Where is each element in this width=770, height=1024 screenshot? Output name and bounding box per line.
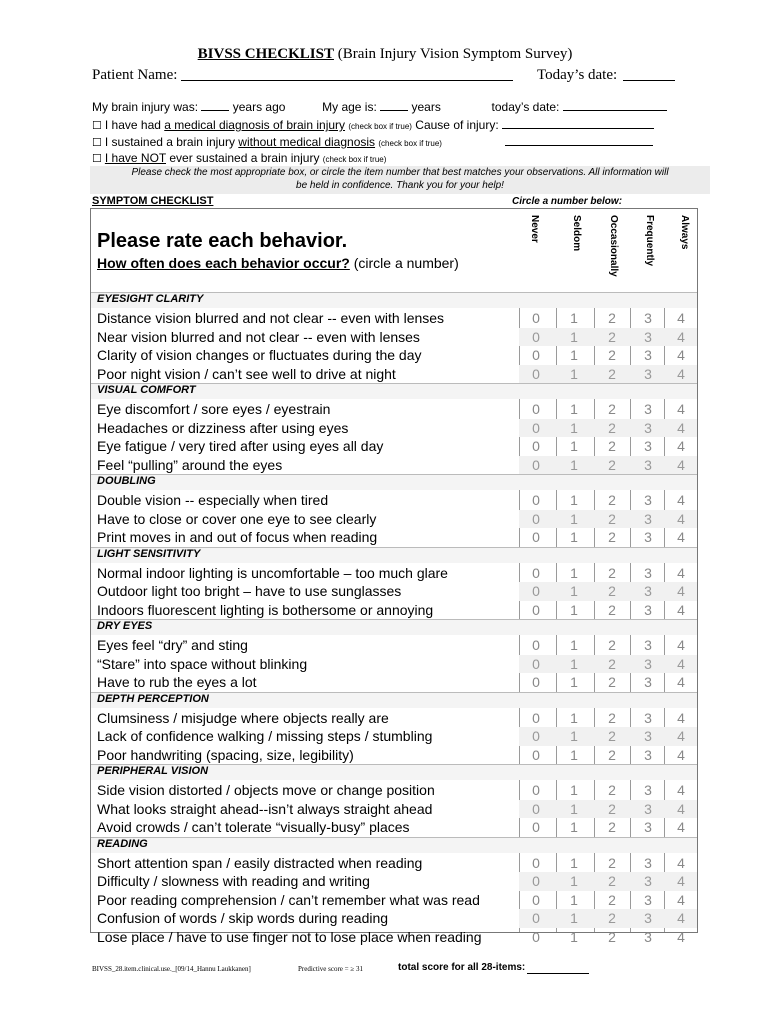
table-row bbox=[91, 582, 697, 601]
rate-title: Please rate each behavior. bbox=[97, 230, 348, 252]
score-option-3[interactable]: 3 bbox=[644, 583, 652, 599]
score-option-0[interactable]: 0 bbox=[532, 328, 540, 345]
score-option-2[interactable]: 2 bbox=[608, 583, 616, 599]
category-header bbox=[91, 692, 697, 708]
symptom-label: Lose place / have to use finger not to lose place when reading bbox=[97, 928, 482, 945]
table-row bbox=[91, 746, 697, 765]
category-header bbox=[91, 383, 697, 399]
score-option-3[interactable]: 3 bbox=[644, 564, 652, 581]
symptom-label: Normal indoor lighting is uncomfortable – too much glare bbox=[97, 564, 448, 581]
table-row bbox=[91, 491, 697, 510]
symptom-label: Avoid crowds / can’t tolerate “visually-busy” places bbox=[97, 819, 410, 835]
circle-number-label: Circle a number below: bbox=[512, 196, 623, 207]
score-option-2[interactable]: 2 bbox=[608, 401, 616, 417]
score-option-1[interactable]: 1 bbox=[570, 583, 578, 599]
score-option-3[interactable]: 3 bbox=[644, 819, 652, 835]
table-row bbox=[91, 673, 697, 692]
score-option-2[interactable]: 2 bbox=[608, 746, 616, 763]
table-row bbox=[91, 601, 697, 620]
no-diagnosis-hint: (check box if true) bbox=[378, 139, 442, 148]
score-option-3[interactable]: 3 bbox=[644, 328, 652, 345]
score-option-1[interactable]: 1 bbox=[570, 746, 578, 763]
score-option-0[interactable]: 0 bbox=[532, 746, 540, 763]
score-option-3[interactable]: 3 bbox=[644, 674, 652, 690]
score-option-2[interactable]: 2 bbox=[608, 637, 616, 653]
symptom-label: Eye discomfort / sore eyes / eyestrain bbox=[97, 401, 331, 417]
score-option-4[interactable]: 4 bbox=[677, 419, 685, 436]
score-option-1[interactable]: 1 bbox=[570, 401, 578, 417]
symptom-label: Short attention span / easily distracted when reading bbox=[97, 854, 423, 871]
score-option-3[interactable]: 3 bbox=[644, 510, 652, 527]
score-option-3[interactable]: 3 bbox=[644, 310, 652, 326]
score-option-4[interactable]: 4 bbox=[677, 564, 685, 581]
score-option-0[interactable]: 0 bbox=[532, 401, 540, 417]
symptom-label: Outdoor light too bright – have to use sunglasses bbox=[97, 583, 402, 599]
years-label: years bbox=[411, 100, 441, 114]
symptom-label: Clumsiness / misjudge where objects really are bbox=[97, 709, 389, 726]
checkbox-never-injured[interactable]: ☐ bbox=[92, 153, 102, 165]
score-option-4[interactable]: 4 bbox=[677, 601, 685, 618]
category-label: PERIPHERAL VISION bbox=[97, 765, 209, 777]
checkbox-no-diagnosis[interactable]: ☐ bbox=[92, 137, 102, 149]
score-option-0[interactable]: 0 bbox=[532, 583, 540, 599]
symptom-label: Eyes feel “dry” and sting bbox=[97, 637, 248, 653]
category-label: VISUAL COMFORT bbox=[97, 384, 196, 396]
score-option-2[interactable]: 2 bbox=[608, 510, 616, 527]
diagnosis-line bbox=[92, 117, 654, 132]
score-option-0[interactable]: 0 bbox=[532, 728, 540, 744]
score-option-2[interactable]: 2 bbox=[608, 674, 616, 690]
table-row bbox=[91, 419, 697, 438]
score-option-1[interactable]: 1 bbox=[570, 655, 578, 672]
table-row bbox=[91, 510, 697, 529]
symptom-label: Feel “pulling” around the eyes bbox=[97, 456, 283, 473]
score-option-3[interactable]: 3 bbox=[644, 456, 652, 473]
score-option-2[interactable]: 2 bbox=[608, 365, 616, 382]
instructions-box bbox=[90, 166, 710, 194]
score-option-0[interactable]: 0 bbox=[532, 365, 540, 382]
score-option-1[interactable]: 1 bbox=[570, 674, 578, 690]
column-header-frequently bbox=[642, 215, 658, 295]
score-option-0[interactable]: 0 bbox=[532, 674, 540, 690]
symptom-label: Side vision distorted / objects move or change position bbox=[97, 782, 435, 798]
symptom-checklist-label: SYMPTOM CHECKLIST bbox=[92, 195, 214, 207]
todays-date-label: Today’s date: bbox=[537, 67, 618, 83]
score-option-0[interactable]: 0 bbox=[532, 456, 540, 473]
score-option-4[interactable]: 4 bbox=[677, 583, 685, 599]
score-option-3[interactable]: 3 bbox=[644, 728, 652, 744]
symptom-label: Confusion of words / skip words during reading bbox=[97, 910, 389, 926]
score-option-2[interactable]: 2 bbox=[608, 873, 616, 889]
score-option-0[interactable]: 0 bbox=[532, 800, 540, 817]
score-option-1[interactable]: 1 bbox=[570, 854, 578, 871]
table-row bbox=[91, 781, 697, 800]
score-option-0[interactable]: 0 bbox=[532, 310, 540, 326]
table-row bbox=[91, 365, 697, 384]
column-header-label: Never bbox=[529, 215, 540, 243]
total-score-field[interactable] bbox=[527, 973, 589, 974]
score-option-2[interactable]: 2 bbox=[608, 601, 616, 618]
table-row bbox=[91, 872, 697, 891]
never-injured-line bbox=[92, 151, 386, 165]
score-option-1[interactable]: 1 bbox=[570, 419, 578, 436]
score-option-1[interactable]: 1 bbox=[570, 819, 578, 835]
score-option-0[interactable]: 0 bbox=[532, 529, 540, 545]
score-option-1[interactable]: 1 bbox=[570, 601, 578, 618]
never-injured-hint: (check box if true) bbox=[322, 155, 387, 164]
score-option-4[interactable]: 4 bbox=[677, 310, 685, 326]
symptom-label: Headaches or dizziness after using eyes bbox=[97, 419, 349, 436]
how-often-rest: (circle a number) bbox=[353, 255, 459, 271]
score-option-0[interactable]: 0 bbox=[532, 438, 540, 454]
table-row bbox=[91, 655, 697, 674]
score-option-4[interactable]: 4 bbox=[677, 782, 685, 798]
score-option-1[interactable]: 1 bbox=[570, 529, 578, 545]
no-diagnosis-line bbox=[92, 134, 653, 149]
table-row bbox=[91, 456, 697, 475]
category-header bbox=[91, 292, 697, 308]
symptom-label: Clarity of vision changes or fluctuates during the day bbox=[97, 347, 422, 363]
symptom-label: Distance vision blurred and not clear -- even with lenses bbox=[97, 310, 445, 326]
table-row bbox=[91, 636, 697, 655]
score-option-2[interactable]: 2 bbox=[608, 854, 616, 871]
table-row bbox=[91, 346, 697, 365]
score-option-0[interactable]: 0 bbox=[532, 782, 540, 798]
score-option-4[interactable]: 4 bbox=[677, 328, 685, 345]
score-option-4[interactable]: 4 bbox=[677, 728, 685, 744]
score-option-0[interactable]: 0 bbox=[532, 709, 540, 726]
instructions-line-2: be held in confidence. Thank you for your help! bbox=[296, 180, 504, 191]
score-option-3[interactable]: 3 bbox=[644, 873, 652, 889]
score-option-4[interactable]: 4 bbox=[677, 928, 685, 945]
todays-date-field[interactable] bbox=[623, 80, 675, 81]
score-option-4[interactable]: 4 bbox=[677, 746, 685, 763]
table-row bbox=[91, 437, 697, 456]
column-header-never bbox=[527, 215, 543, 295]
score-option-1[interactable]: 1 bbox=[570, 310, 578, 326]
score-option-4[interactable]: 4 bbox=[677, 819, 685, 835]
category-header bbox=[91, 619, 697, 635]
symptom-label: Have to rub the eyes a lot bbox=[97, 674, 257, 690]
score-option-3[interactable]: 3 bbox=[644, 928, 652, 945]
score-option-2[interactable]: 2 bbox=[608, 728, 616, 744]
title-rest: (Brain Injury Vision Symptom Survey) bbox=[333, 46, 573, 62]
score-option-0[interactable]: 0 bbox=[532, 347, 540, 363]
score-option-3[interactable]: 3 bbox=[644, 438, 652, 454]
score-option-4[interactable]: 4 bbox=[677, 529, 685, 545]
score-option-4[interactable]: 4 bbox=[677, 637, 685, 653]
category-label: DEPTH PERCEPTION bbox=[97, 692, 209, 705]
score-option-4[interactable]: 4 bbox=[677, 510, 685, 527]
footer-predictive-score: Predictive score = ≥ 31 bbox=[298, 965, 363, 973]
years-ago-label: years ago bbox=[232, 100, 286, 114]
score-option-0[interactable]: 0 bbox=[532, 510, 540, 527]
diagnosis-pre: I have had bbox=[104, 118, 161, 132]
score-option-4[interactable]: 4 bbox=[677, 709, 685, 726]
score-option-1[interactable]: 1 bbox=[570, 728, 578, 744]
score-option-4[interactable]: 4 bbox=[677, 800, 685, 817]
score-option-3[interactable]: 3 bbox=[644, 529, 652, 545]
category-header bbox=[91, 474, 697, 490]
footer-total-label: total score for all 28-items: bbox=[398, 962, 526, 973]
score-option-2[interactable]: 2 bbox=[608, 419, 616, 436]
score-option-1[interactable]: 1 bbox=[570, 800, 578, 817]
score-option-0[interactable]: 0 bbox=[532, 854, 540, 871]
score-option-1[interactable]: 1 bbox=[570, 564, 578, 581]
injury-age-line bbox=[92, 99, 667, 114]
never-injured-rest: ever sustained a brain injury bbox=[169, 151, 320, 165]
title-strong: BIVSS CHECKLIST bbox=[197, 46, 334, 62]
score-option-3[interactable]: 3 bbox=[644, 854, 652, 871]
symptom-label: Indoors fluorescent lighting is bothersome or annoying bbox=[97, 601, 434, 618]
category-label: LIGHT SENSITIVITY bbox=[97, 547, 201, 560]
score-option-1[interactable]: 1 bbox=[570, 782, 578, 798]
symptom-label: Poor handwriting (spacing, size, legibility) bbox=[97, 746, 354, 763]
score-option-2[interactable]: 2 bbox=[608, 310, 616, 326]
category-header bbox=[91, 764, 697, 780]
score-option-1[interactable]: 1 bbox=[570, 873, 578, 889]
score-option-3[interactable]: 3 bbox=[644, 891, 652, 908]
symptom-label: Print moves in and out of focus when reading bbox=[97, 529, 378, 545]
column-header-occasionally bbox=[606, 215, 622, 295]
score-option-2[interactable]: 2 bbox=[608, 347, 616, 363]
category-header bbox=[91, 547, 697, 563]
score-option-0[interactable]: 0 bbox=[532, 928, 540, 945]
no-diagnosis-underlined: without medical diagnosis bbox=[238, 135, 376, 149]
score-option-2[interactable]: 2 bbox=[608, 891, 616, 908]
symptom-label: Lack of confidence walking / missing steps / stumbling bbox=[97, 728, 433, 744]
score-option-3[interactable]: 3 bbox=[644, 637, 652, 653]
symptom-label: Poor night vision / can’t see well to drive at night bbox=[97, 365, 396, 382]
table-row bbox=[91, 328, 697, 347]
score-option-2[interactable]: 2 bbox=[608, 800, 616, 817]
never-injured-underlined: I have NOT bbox=[104, 151, 167, 165]
score-option-2[interactable]: 2 bbox=[608, 709, 616, 726]
symptom-label: Poor reading comprehension / can’t remember what was read bbox=[97, 891, 480, 908]
today-date-field[interactable] bbox=[563, 99, 667, 111]
score-option-1[interactable]: 1 bbox=[570, 928, 578, 945]
score-option-2[interactable]: 2 bbox=[608, 819, 616, 835]
table-row bbox=[91, 909, 697, 928]
symptom-label: Difficulty / slowness with reading and writing bbox=[97, 873, 370, 889]
symptom-label: Double vision -- especially when tired bbox=[97, 492, 329, 508]
score-option-4[interactable]: 4 bbox=[677, 674, 685, 690]
score-option-0[interactable]: 0 bbox=[532, 492, 540, 508]
column-header-label: Frequently bbox=[644, 215, 655, 267]
column-header-label: Seldom bbox=[571, 215, 582, 252]
symptom-label: Eye fatigue / very tired after using eyes all day bbox=[97, 438, 384, 454]
score-option-4[interactable]: 4 bbox=[677, 655, 685, 672]
table-row bbox=[91, 564, 697, 583]
score-option-0[interactable]: 0 bbox=[532, 819, 540, 835]
score-option-1[interactable]: 1 bbox=[570, 438, 578, 454]
footer-form-id: BIVSS_28.item.clinical.use._[09/14_Hannu Laukkanen] bbox=[92, 965, 251, 973]
score-option-1[interactable]: 1 bbox=[570, 365, 578, 382]
score-option-2[interactable]: 2 bbox=[608, 928, 616, 945]
score-option-0[interactable]: 0 bbox=[532, 419, 540, 436]
column-header-label: Always bbox=[679, 215, 690, 250]
score-option-3[interactable]: 3 bbox=[644, 746, 652, 763]
table-row bbox=[91, 818, 697, 837]
no-diagnosis-pre: I sustained a brain injury bbox=[104, 135, 235, 149]
table-row bbox=[91, 400, 697, 419]
table-row bbox=[91, 528, 697, 547]
score-option-3[interactable]: 3 bbox=[644, 655, 652, 672]
age-field[interactable] bbox=[380, 99, 408, 111]
score-option-3[interactable]: 3 bbox=[644, 401, 652, 417]
score-option-0[interactable]: 0 bbox=[532, 637, 540, 653]
score-option-2[interactable]: 2 bbox=[608, 529, 616, 545]
injury-was-label: My brain injury was: bbox=[92, 100, 199, 114]
score-option-1[interactable]: 1 bbox=[570, 510, 578, 527]
score-option-2[interactable]: 2 bbox=[608, 438, 616, 454]
score-option-1[interactable]: 1 bbox=[570, 709, 578, 726]
column-header-label: Occasionally bbox=[608, 215, 619, 277]
score-option-4[interactable]: 4 bbox=[677, 401, 685, 417]
score-option-4[interactable]: 4 bbox=[677, 910, 685, 926]
score-option-3[interactable]: 3 bbox=[644, 492, 652, 508]
score-option-3[interactable]: 3 bbox=[644, 419, 652, 436]
score-option-4[interactable]: 4 bbox=[677, 438, 685, 454]
score-option-4[interactable]: 4 bbox=[677, 456, 685, 473]
category-label: DOUBLING bbox=[97, 475, 156, 487]
score-option-2[interactable]: 2 bbox=[608, 655, 616, 672]
category-label: DRY EYES bbox=[97, 620, 153, 632]
score-option-3[interactable]: 3 bbox=[644, 782, 652, 798]
score-option-4[interactable]: 4 bbox=[677, 854, 685, 871]
score-option-0[interactable]: 0 bbox=[532, 601, 540, 618]
score-option-1[interactable]: 1 bbox=[570, 637, 578, 653]
patient-name-field[interactable] bbox=[181, 80, 513, 81]
score-option-3[interactable]: 3 bbox=[644, 347, 652, 363]
category-header bbox=[91, 837, 697, 853]
score-option-1[interactable]: 1 bbox=[570, 328, 578, 345]
score-option-2[interactable]: 2 bbox=[608, 328, 616, 345]
instructions-line-1: Please check the most appropriate box, or circle the item number that best matches your observations. All information will bbox=[131, 167, 669, 178]
symptom-label: Have to close or cover one eye to see clearly bbox=[97, 510, 377, 527]
page-title bbox=[0, 46, 770, 63]
symptom-label: “Stare” into space without blinking bbox=[97, 655, 308, 672]
score-option-2[interactable]: 2 bbox=[608, 456, 616, 473]
cause-label: Cause of injury: bbox=[415, 118, 499, 132]
score-option-1[interactable]: 1 bbox=[570, 492, 578, 508]
score-option-0[interactable]: 0 bbox=[532, 564, 540, 581]
age-label: My age is: bbox=[322, 100, 377, 114]
score-option-3[interactable]: 3 bbox=[644, 601, 652, 618]
score-option-0[interactable]: 0 bbox=[532, 873, 540, 889]
column-header-seldom bbox=[569, 215, 585, 295]
score-option-1[interactable]: 1 bbox=[570, 456, 578, 473]
today-date-label: today’s date: bbox=[491, 100, 560, 114]
score-option-4[interactable]: 4 bbox=[677, 347, 685, 363]
table-row bbox=[91, 891, 697, 910]
score-option-1[interactable]: 1 bbox=[570, 891, 578, 908]
diagnosis-hint: (check box if true) bbox=[348, 122, 412, 131]
how-often-line bbox=[97, 255, 459, 271]
patient-name-label: Patient Name: bbox=[92, 67, 178, 83]
score-option-0[interactable]: 0 bbox=[532, 910, 540, 926]
score-option-0[interactable]: 0 bbox=[532, 655, 540, 672]
table-row bbox=[91, 800, 697, 819]
column-header-always bbox=[677, 215, 693, 295]
table-row bbox=[91, 854, 697, 873]
table-row bbox=[91, 928, 697, 947]
cause-field-2[interactable] bbox=[505, 134, 653, 146]
score-option-1[interactable]: 1 bbox=[570, 910, 578, 926]
score-option-3[interactable]: 3 bbox=[644, 800, 652, 817]
score-option-3[interactable]: 3 bbox=[644, 910, 652, 926]
score-option-4[interactable]: 4 bbox=[677, 492, 685, 508]
score-option-2[interactable]: 2 bbox=[608, 492, 616, 508]
symptom-label: Near vision blurred and not clear -- even with lenses bbox=[97, 328, 420, 345]
score-option-2[interactable]: 2 bbox=[608, 782, 616, 798]
table-row bbox=[91, 309, 697, 328]
score-option-4[interactable]: 4 bbox=[677, 873, 685, 889]
score-option-3[interactable]: 3 bbox=[644, 365, 652, 382]
category-label: READING bbox=[97, 837, 148, 850]
checkbox-diagnosis[interactable]: ☐ bbox=[92, 120, 102, 132]
score-option-4[interactable]: 4 bbox=[677, 365, 685, 382]
symptom-label: What looks straight ahead--isn’t always straight ahead bbox=[97, 800, 433, 817]
how-often-bold: How often does each behavior occur? bbox=[97, 255, 350, 271]
table-row bbox=[91, 709, 697, 728]
category-label: EYESIGHT CLARITY bbox=[97, 293, 204, 305]
score-option-2[interactable]: 2 bbox=[608, 910, 616, 926]
injury-years-field[interactable] bbox=[201, 99, 229, 111]
score-option-3[interactable]: 3 bbox=[644, 709, 652, 726]
score-option-1[interactable]: 1 bbox=[570, 347, 578, 363]
cause-field[interactable] bbox=[502, 117, 654, 129]
diagnosis-underlined: a medical diagnosis of brain injury bbox=[164, 118, 346, 132]
score-option-0[interactable]: 0 bbox=[532, 891, 540, 908]
table-row bbox=[91, 727, 697, 746]
score-option-4[interactable]: 4 bbox=[677, 891, 685, 908]
score-option-2[interactable]: 2 bbox=[608, 564, 616, 581]
